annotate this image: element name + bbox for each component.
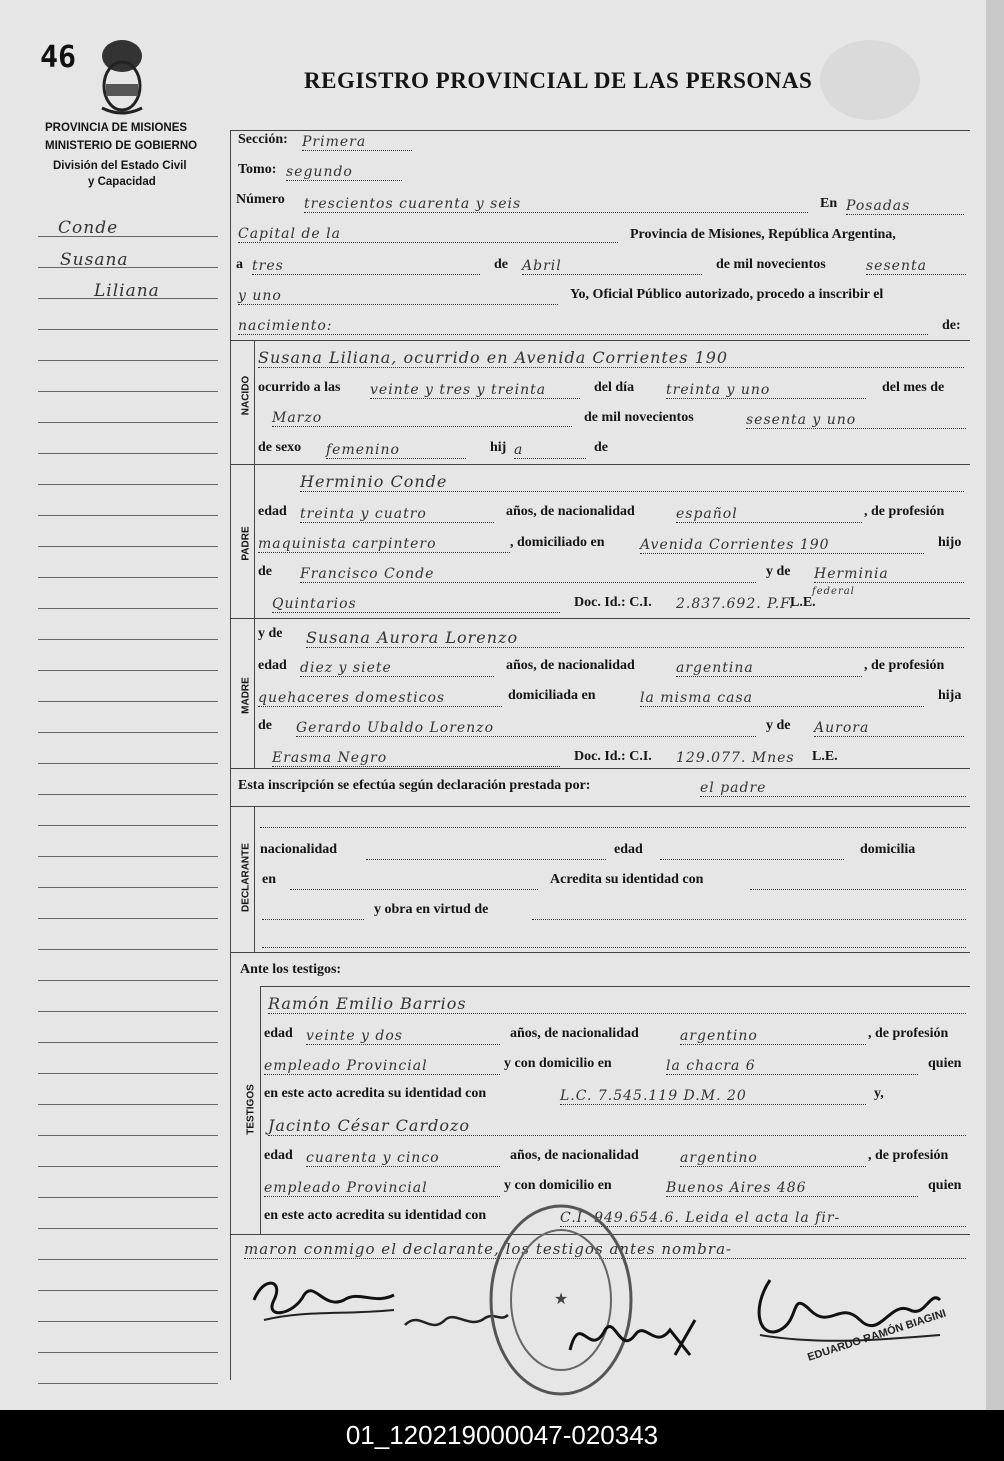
margin-line [38, 360, 218, 361]
madre-domicilio: la misma casa [640, 690, 924, 707]
nacido-hora: veinte y tres y treinta [370, 382, 580, 399]
nacido-sexo: femenino [326, 442, 466, 459]
margin-line [38, 1321, 218, 1322]
declarante-nacionalidad-label: nacionalidad [260, 842, 338, 857]
margin-line [38, 453, 218, 454]
testigos-divider [260, 986, 261, 1234]
page-number: 46 [40, 40, 77, 75]
padre-y-de-label: y de [766, 564, 791, 579]
margin-line [38, 577, 218, 578]
office-line-4: y Capacidad [88, 176, 156, 188]
margin-line [38, 1383, 218, 1384]
padre-section-rule [230, 618, 970, 619]
margin-line [38, 887, 218, 888]
margin-line [38, 329, 218, 330]
margin-line [38, 763, 218, 764]
madre-le-label: L.E. [812, 749, 838, 764]
official-name-stamp: EDUARDO RAMÓN BIAGINI [806, 1307, 948, 1364]
numero-label: Número [236, 192, 285, 207]
nacido-nombre: Susana Liliana, ocurrido en Avenida Corrientes 190 [258, 348, 964, 368]
declarante-edad-label: edad [614, 842, 643, 857]
a-label: a [236, 257, 243, 272]
madre-prof-label: , de profesión [864, 658, 945, 673]
madre-doc-label: Doc. Id.: C.I. [574, 749, 652, 764]
madre-hija-label: hija [938, 688, 962, 703]
declarante-acredita-field[interactable] [750, 888, 966, 890]
madre-y-de-label: y de [258, 626, 283, 641]
padre-domicilio: Avenida Corrientes 190 [640, 537, 924, 554]
de-label: de [494, 257, 508, 272]
testigo2-edad-label: edad [264, 1148, 293, 1163]
testigo1-prof: empleado Provincial [264, 1058, 500, 1075]
margin-surname: Conde [58, 218, 119, 238]
signature-testigo2-icon [560, 1300, 700, 1370]
madre-y-de2-label: y de [766, 718, 791, 733]
testigo1-y-label: y, [874, 1086, 884, 1101]
testigo1-prof-label: , de profesión [868, 1026, 949, 1041]
testigo1-doc: L.C. 7.545.119 D.M. 20 [560, 1088, 866, 1105]
margin-line [38, 980, 218, 981]
testigo2-dom: Buenos Aires 486 [666, 1180, 918, 1197]
testigo1-nac: argentino [680, 1028, 866, 1045]
padre-padre-de: Francisco Conde [300, 566, 756, 583]
acto-value: nacimiento: [238, 318, 928, 335]
declarante-en-label: en [262, 872, 276, 887]
padre-divider [254, 464, 255, 618]
declarante-domicilio-field[interactable] [290, 888, 538, 890]
madre-padre-de: Gerardo Ubaldo Lorenzo [296, 720, 756, 737]
margin-line [38, 670, 218, 671]
coat-of-arms-icon [94, 36, 150, 116]
padre-madre-de-2: Quintarios [272, 596, 560, 613]
ocurrido-label: ocurrido a las [258, 380, 341, 395]
declarante-divider [254, 806, 255, 952]
padre-le-label: L.E. [790, 595, 816, 610]
margin-line [38, 825, 218, 826]
madre-edad: diez y siete [300, 660, 494, 677]
madre-madre-de-2: Erasma Negro [272, 750, 560, 767]
nacido-hij: a [514, 442, 586, 459]
madre-profesion: quehaceres domesticos [258, 690, 502, 707]
margin-line [38, 608, 218, 609]
dia-value: tres [252, 258, 480, 275]
declarante-section-label: DECLARANTE [240, 843, 252, 912]
testigo1-dom-label: y con domicilio en [504, 1056, 612, 1071]
margin-line [38, 484, 218, 485]
declarante-blank-field[interactable] [262, 918, 364, 920]
margin-line [38, 1228, 218, 1229]
padre-de-label: de [258, 564, 272, 579]
testigo1-nombre: Ramón Emilio Barrios [268, 994, 966, 1014]
margin-line [38, 1135, 218, 1136]
padre-doc-label: Doc. Id.: C.I. [574, 595, 652, 610]
testigo2-doc: C.I. 949.654.6. Leida el acta la fir- [560, 1210, 966, 1227]
madre-nombre: Susana Aurora Lorenzo [306, 628, 964, 648]
nacido-divider [254, 340, 255, 464]
declarante-nacionalidad-field[interactable] [366, 858, 606, 860]
testigo2-dom-label: y con domicilio en [504, 1178, 612, 1193]
nacido-dia: treinta y uno [666, 382, 866, 399]
testigo1-acredita-label: en este acto acredita su identidad con [264, 1086, 487, 1101]
padre-hijo-label: hijo [938, 535, 962, 550]
office-line-2: MINISTERIO DE GOBIERNO [45, 140, 198, 152]
nacido-section-rule [230, 464, 970, 465]
declarante-section-rule [230, 952, 970, 953]
padre-doc: 2.837.692. P.F. [676, 596, 795, 612]
mil-text: de mil novecientos [716, 257, 826, 272]
bleed-through-mark [820, 40, 920, 120]
testigo2-quien-label: quien [928, 1178, 962, 1193]
nacido-section-label: NACIDO [240, 375, 252, 416]
margin-line [38, 732, 218, 733]
top-rule [230, 130, 970, 131]
testigo2-nac: argentino [680, 1150, 866, 1167]
padre-nac-label: años, de nacionalidad [506, 504, 635, 519]
testigo2-prof: empleado Provincial [264, 1180, 500, 1197]
del-mes-label: del mes de [882, 380, 945, 395]
declaracion-rule [230, 806, 970, 807]
testigo2-nac-label: años, de nacionalidad [510, 1148, 639, 1163]
testigo1-quien-label: quien [928, 1056, 962, 1071]
madre-nac-label: años, de nacionalidad [506, 658, 635, 673]
hij-label: hij [490, 440, 507, 455]
margin-line [38, 515, 218, 516]
madre-nacionalidad: argentina [676, 660, 862, 677]
margin-line [38, 918, 218, 919]
mes-value: Abril [522, 258, 702, 275]
padre-dom-label: , domiciliado en [510, 535, 605, 550]
margin-divider [230, 130, 231, 1380]
office-line-1: PROVINCIA DE MISIONES [45, 122, 188, 134]
mil-label: de mil novecientos [584, 410, 694, 425]
madre-section-label: MADRE [240, 677, 252, 714]
madre-divider [254, 618, 255, 768]
madre-edad-label: edad [258, 658, 287, 673]
del-dia-label: del día [594, 380, 635, 395]
provincia-text: Provincia de Misiones, República Argentina, [630, 227, 896, 242]
madre-madre-de-1: Aurora [814, 720, 964, 737]
padre-nombre: Herminio Conde [300, 472, 964, 492]
padre-madre-de-1: Herminia [814, 566, 964, 583]
madre-section-rule [230, 768, 970, 769]
tomo-value: segundo [286, 164, 402, 181]
nacido-mes: Marzo [272, 410, 572, 427]
padre-edad: treinta y cuatro [300, 506, 494, 523]
margin-line [38, 1352, 218, 1353]
anio-value-1: sesenta [866, 258, 966, 275]
svg-text:★: ★ [553, 1289, 569, 1308]
padre-section-label: PADRE [240, 526, 252, 561]
numero-value: trescientos cuarenta y seis [304, 196, 808, 213]
margin-line [38, 422, 218, 423]
declarante-obra-field[interactable] [532, 918, 966, 920]
margin-line [38, 1104, 218, 1105]
padre-edad-label: edad [258, 504, 287, 519]
madre-doc: 129.077. Mnes [676, 750, 795, 766]
padre-profesion: maquinista carpintero [258, 536, 510, 553]
padre-prof-label: , de profesión [864, 504, 945, 519]
margin-name-1: Susana [60, 250, 129, 270]
seccion-value: Primera [302, 134, 412, 151]
declarante-nombre-line [260, 826, 966, 828]
margin-line [38, 639, 218, 640]
margin-line [38, 1042, 218, 1043]
madre-dom-label: domiciliada en [508, 688, 596, 703]
testigo2-edad: cuarenta y cinco [306, 1150, 500, 1167]
testigo1-edad: veinte y dos [306, 1028, 500, 1045]
declarante-extra-line [262, 946, 966, 948]
declarante-domicilia-label: domicilia [860, 842, 916, 857]
page-title: REGISTRO PROVINCIAL DE LAS PERSONAS [304, 68, 813, 93]
nacido-de-label: de [594, 440, 608, 455]
declarante-acredita-label: Acredita su identidad con [550, 872, 704, 887]
declaracion-text: Esta inscripción se efectúa según declaración prestada por: [238, 778, 591, 793]
testigo2-nombre: Jacinto César Cardozo [268, 1116, 966, 1136]
seccion-label: Sección: [238, 132, 288, 147]
testigo1-nac-label: años, de nacionalidad [510, 1026, 639, 1041]
margin-line [38, 1197, 218, 1198]
office-line-3: División del Estado Civil [53, 160, 187, 172]
margin-line [38, 1073, 218, 1074]
page-edge-shadow [986, 0, 1004, 1410]
testigos-top-rule [260, 986, 970, 987]
testigo1-dom: la chacra 6 [666, 1058, 918, 1075]
margin-line [38, 546, 218, 547]
margin-line [38, 1011, 218, 1012]
margin-line [38, 949, 218, 950]
declaracion-por: el padre [700, 780, 966, 797]
cierre-text: maron conmigo el declarante, los testigos antes nombra- [244, 1240, 966, 1259]
margin-line [38, 1290, 218, 1291]
sexo-label: de sexo [258, 440, 302, 455]
nacido-anio: sesenta y uno [746, 412, 966, 429]
en-label: En [820, 196, 838, 211]
padre-doc-note: federal [812, 586, 855, 597]
padre-nacionalidad: español [676, 506, 862, 523]
header-section-rule [230, 340, 970, 341]
margin-line [38, 1259, 218, 1260]
testigos-section-label: TESTIGOS [245, 1084, 257, 1135]
margin-line [38, 701, 218, 702]
image-code-footer: 01_120219000047-020343 [0, 1410, 1004, 1461]
margin-line [38, 856, 218, 857]
madre-de-label: de [258, 718, 272, 733]
declarante-obra-label: y obra en virtud de [374, 902, 489, 917]
declarante-edad-field[interactable] [660, 858, 844, 860]
ante-testigos-label: Ante los testigos: [240, 962, 342, 977]
yo-text: Yo, Oficial Público autorizado, procedo a inscribir el [570, 287, 884, 302]
signature-declarante-icon [244, 1270, 404, 1330]
lugar-value: Capital de la [238, 226, 618, 243]
tomo-label: Tomo: [238, 162, 277, 177]
margin-name-2: Liliana [94, 281, 160, 301]
en-value: Posadas [846, 198, 964, 215]
de-colon-label: de: [942, 318, 961, 333]
margin-line [38, 391, 218, 392]
margin-line [38, 794, 218, 795]
testigo2-acredita-label: en este acto acredita su identidad con [264, 1208, 487, 1223]
anio-value-2: y uno [238, 288, 558, 305]
margin-line [38, 1166, 218, 1167]
testigo2-prof-label: , de profesión [868, 1148, 949, 1163]
testigo1-edad-label: edad [264, 1026, 293, 1041]
